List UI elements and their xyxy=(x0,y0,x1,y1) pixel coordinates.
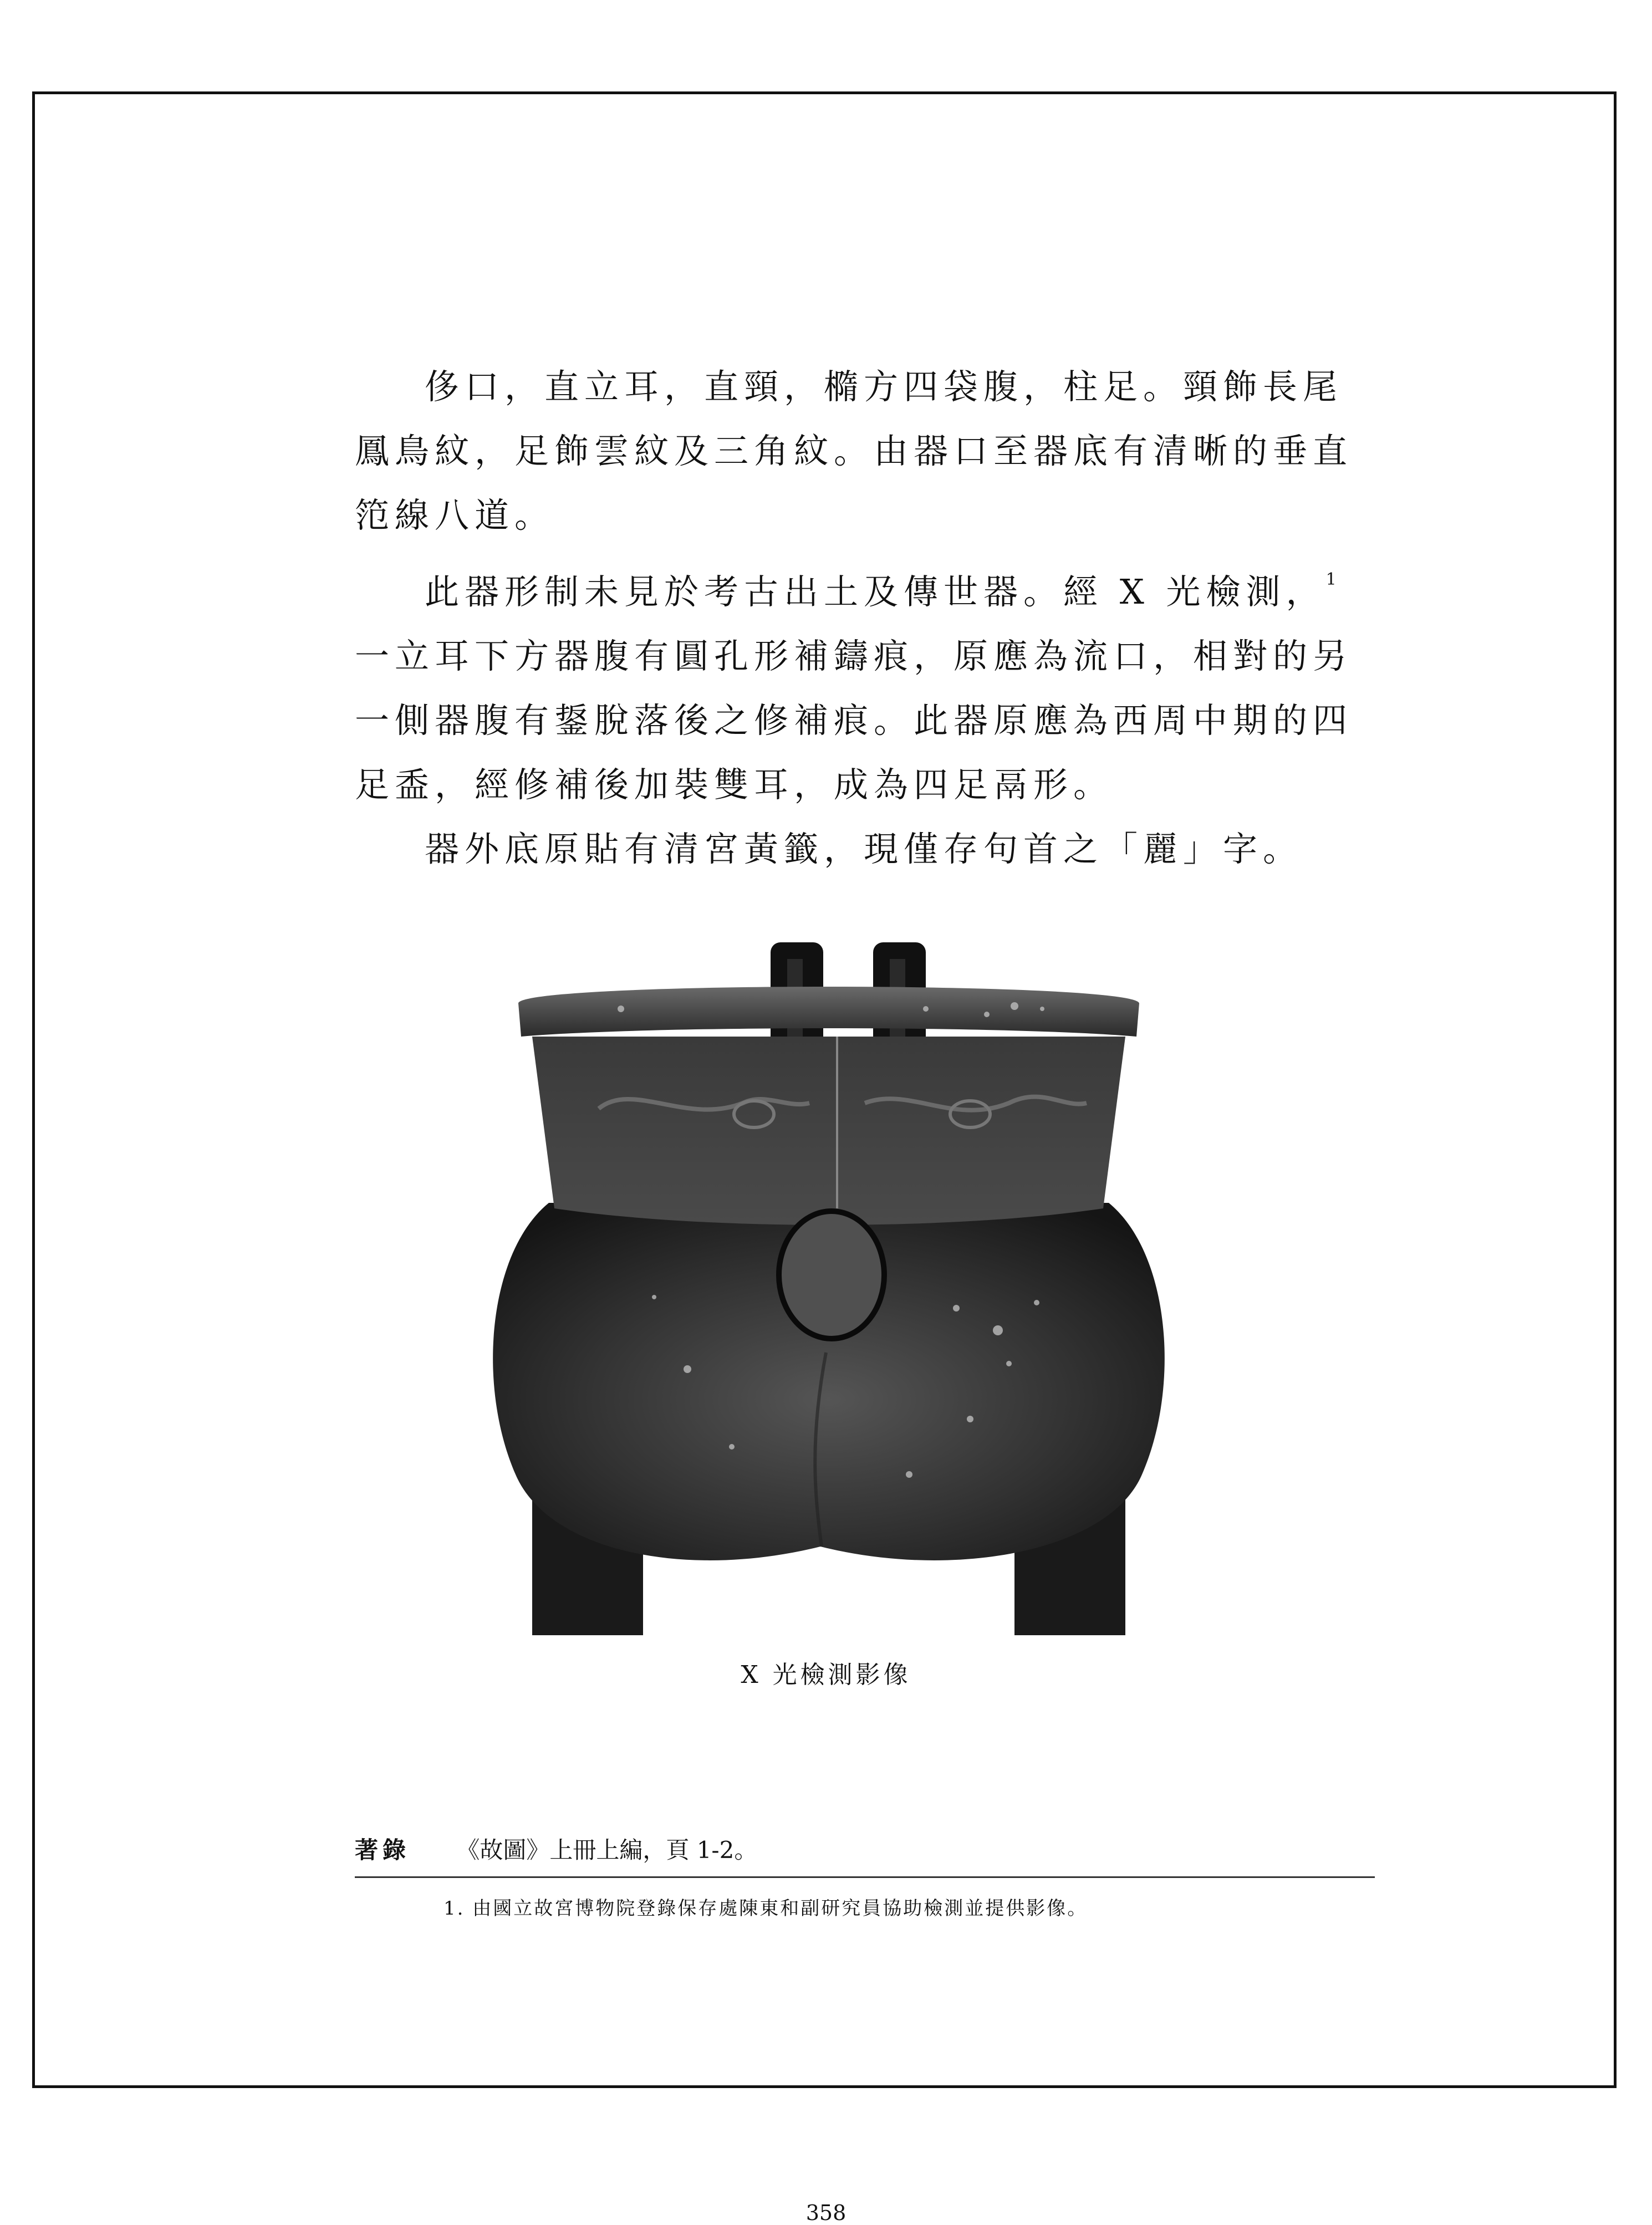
footnote-divider xyxy=(355,1876,1375,1878)
reference-text: 《故圖》上冊上編，頁 1-2。 xyxy=(456,1836,758,1864)
reference-label: 著錄 xyxy=(355,1836,411,1864)
paragraph-2-start: 此器形制未見於考古出土及傳世器。經 X 光檢測， xyxy=(425,571,1326,612)
paragraph-1: 侈口，直立耳，直頸，橢方四袋腹，柱足。頸飾長尾鳳鳥紋，足飾雲紋及三角紋。由器口至器底有清晰的垂直笵線八道。 xyxy=(355,366,1353,535)
page-number: 358 xyxy=(805,2201,847,2225)
paragraph-3: 器外底原貼有清宮黃籤，現僅存句首之「麗」字。 xyxy=(425,829,1303,869)
paragraph-2-rest: 一立耳下方器腹有圓孔形補鑄痕，原應為流口，相對的另一側器腹有鋬脫落後之修補痕。此器原應為西周中期的四足盉，經修補後加裝雙耳，成為四足鬲形。 xyxy=(355,636,1353,805)
paragraph-2 xyxy=(355,548,1375,817)
reference-row xyxy=(355,1832,1375,1865)
footnote-1: 1. 由國立故宮博物院登錄保存處陳東和副研究員協助檢測並提供影像。 xyxy=(443,1897,1088,1920)
footnote-ref[interactable]: 1 xyxy=(1325,570,1337,589)
xray-image xyxy=(455,942,1197,1635)
body-text xyxy=(355,355,1375,881)
xray-vessel-illustration xyxy=(455,942,1197,1635)
figure-caption: X 光檢測影像 xyxy=(741,1661,911,1689)
